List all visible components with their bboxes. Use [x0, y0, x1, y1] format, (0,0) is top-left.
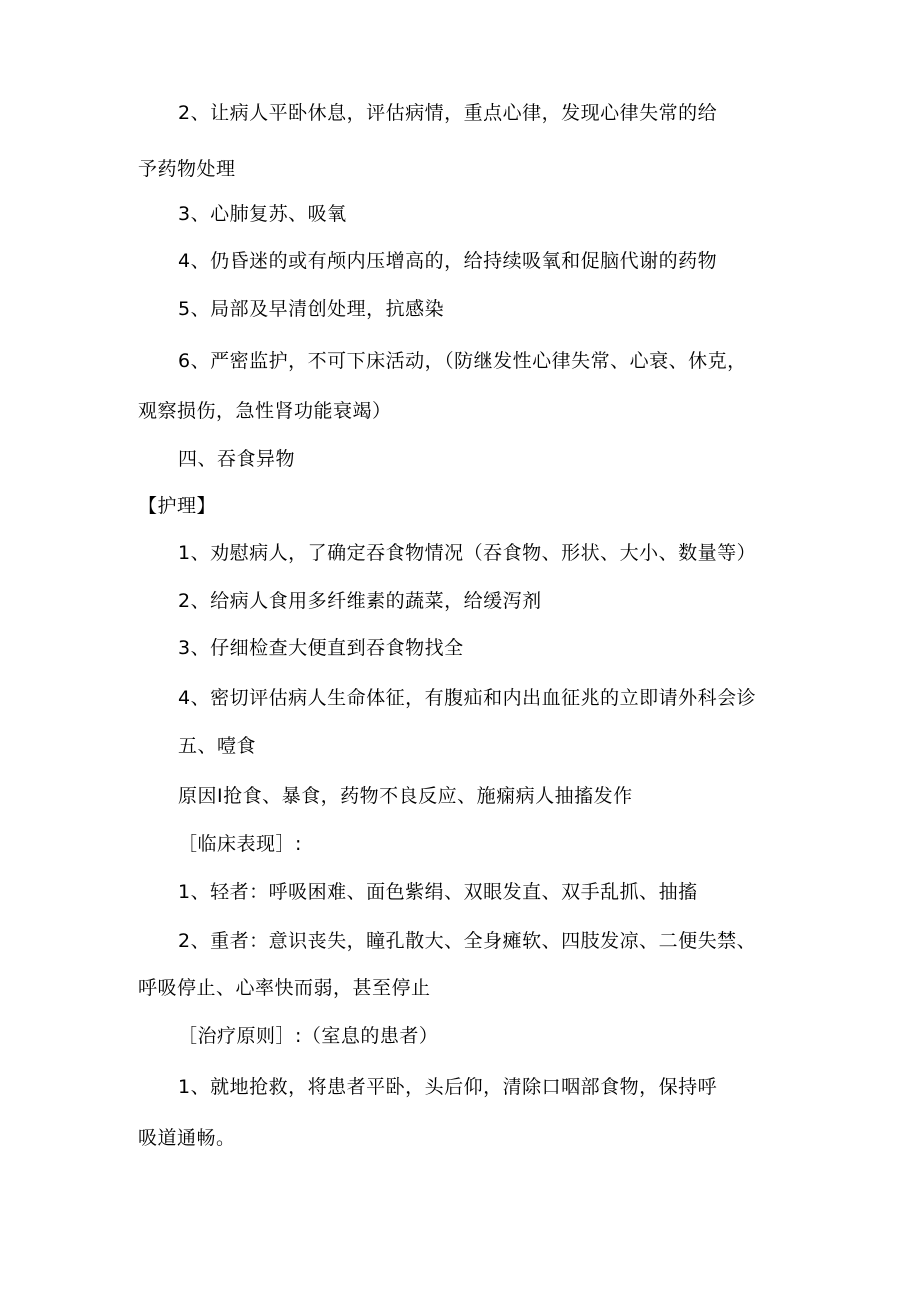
paragraph-line: 呼吸停止、心率快而弱，甚至停止	[138, 977, 431, 999]
subsection-heading: ［治疗原则］:（室息的患者）	[178, 1025, 439, 1047]
paragraph-line: 4、密切评估病人生命体征，有腹疝和内出血征兆的立即请外科会诊	[178, 687, 757, 709]
paragraph-line: 5、局部及早清创处理，抗感染	[178, 298, 445, 320]
paragraph-line: 4、仍昏迷的或有颅内压增高的，给持续吸氧和促脑代谢的药物	[178, 250, 718, 272]
paragraph-line: 1、就地抢救，将患者平卧，头后仰，清除口咽部食物，保持呼	[178, 1076, 718, 1098]
paragraph-line: 1、轻者：呼吸困难、面色紫绢、双眼发直、双手乱抓、抽搐	[178, 881, 698, 903]
paragraph-line: 2、重者：意识丧失，瞳孔散大、全身瘫软、四肢发凉、二便失禁、	[178, 930, 757, 952]
paragraph-line: 1、劝慰病人，了确定吞食物情况（吞食物、形状、大小、数量等）	[178, 542, 757, 564]
paragraph-line: 2、让病人平卧休息，评估病情，重点心律，发现心律失常的给	[178, 102, 718, 124]
subsection-heading: 【护理】	[138, 495, 217, 517]
paragraph-line: 观察损伤，急性肾功能衰竭）	[138, 400, 392, 422]
paragraph-line: 吸道通畅。	[138, 1127, 236, 1149]
paragraph-line: 3、仔细检查大便直到吞食物找全	[178, 637, 464, 659]
section-heading: 四、吞食异物	[178, 448, 296, 470]
paragraph-line: 予药物处理	[138, 158, 236, 180]
paragraph-line: 2、给病人食用多纤维素的蔬菜，给缓泻剂	[178, 590, 542, 612]
paragraph-line: 3、心肺复苏、吸氧	[178, 203, 347, 225]
paragraph-line: 6、严密监护，不可下床活动，（防继发性心律失常、心衰、休克，	[178, 350, 747, 372]
subsection-heading: ［临床表现］:	[178, 833, 302, 855]
section-heading: 五、噎食	[178, 735, 257, 757]
paragraph-line: 原因I抢食、暴食，药物不良反应、施痫病人抽搐发作	[178, 785, 633, 807]
